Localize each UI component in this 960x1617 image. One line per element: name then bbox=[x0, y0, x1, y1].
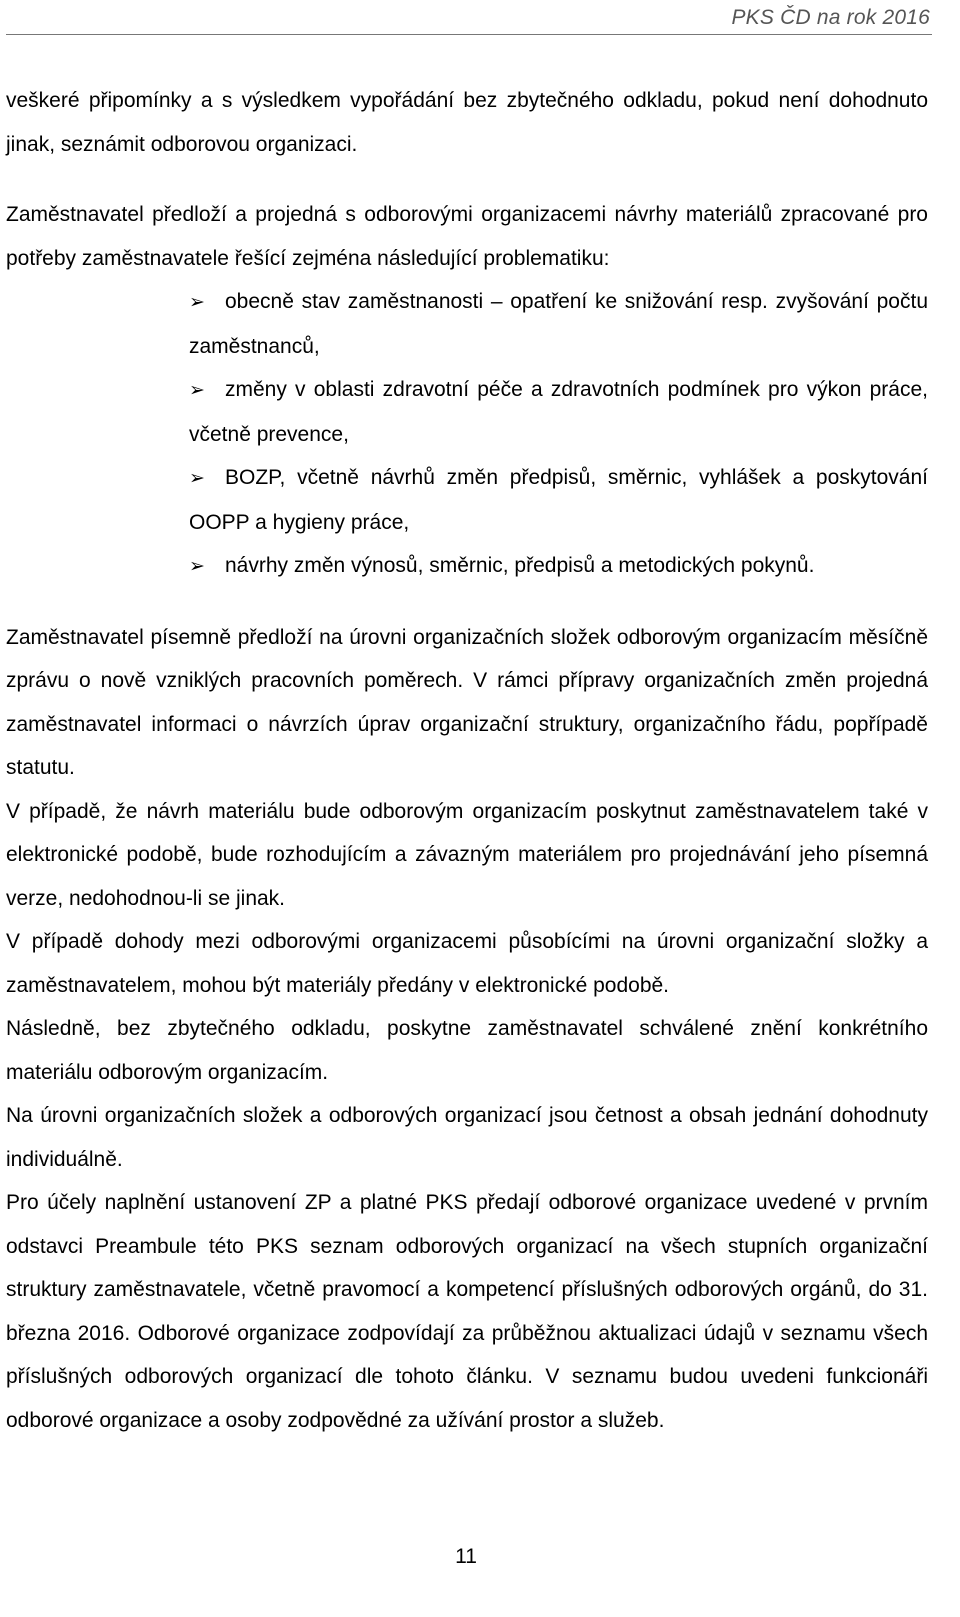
paragraph-frequency: Na úrovni organizačních složek a odborových organizací jsou četnost a obsah jednání dohodnuty individuálně. bbox=[6, 1104, 928, 1171]
list-item bbox=[189, 456, 928, 544]
paragraph-spacer bbox=[6, 589, 928, 616]
running-header: PKS ČD na rok 2016 bbox=[731, 6, 930, 29]
list-item-text: BOZP, včetně návrhů změn předpisů, směrnic, vyhlášek a poskytování OOPP a hygieny práce, bbox=[189, 466, 928, 534]
paragraph-written-report: Zaměstnavatel písemně předloží na úrovni organizačních složek odborovým organizacím měsíčně zprávu o nově vzniklých pracovních poměrech. V rámci přípravy organizačních změn projedná zaměstnavatel informaci o návrzích úprav organizační struktury, organizačního řádu, popřípadě statutu. bbox=[6, 625, 928, 779]
paragraph-spacer bbox=[6, 166, 928, 193]
paragraph-approved-version: Následně, bez zbytečného odkladu, poskytne zaměstnavatel schválené znění konkrétního materiálu odborovým organizacím. bbox=[6, 1017, 928, 1084]
arrowhead-right-icon: ➢ bbox=[189, 556, 205, 577]
list-item bbox=[189, 368, 928, 456]
paragraph-organization-list: Pro účely naplnění ustanovení ZP a platné PKS předají odborové organizace uvedené v prvním odstavci Preambule této PKS seznam odborových organizací na všech stupních organizační struktury zaměstnavatele, včetně pravomocí a kompetencí příslušných odborových orgánů, do 31. března 2016. Odborové organizace zodpovídají za průběžnou aktualizaci údajů v seznamu všech příslušných odborových organizací dle tohoto článku. V seznamu budou uvedeni funkcionáři odborové organizace a osoby zodpovědné za užívání prostor a služeb. bbox=[6, 1191, 928, 1432]
paragraph-materials-intro: Zaměstnavatel předloží a projedná s odborovými organizacemi návrhy materiálů zpracované pro potřeby zaměstnavatele řešící zejména následující problematiku: bbox=[6, 203, 928, 270]
arrowhead-right-icon: ➢ bbox=[189, 468, 205, 489]
list-item-text: změny v oblasti zdravotní péče a zdravotních podmínek pro výkon práce, včetně prevence, bbox=[189, 378, 928, 446]
page-body bbox=[6, 79, 928, 1442]
paragraph-agreement: V případě dohody mezi odborovými organizacemi působícími na úrovni organizační složky a zaměstnavatelem, mohou být materiály předány v elektronické podobě. bbox=[6, 930, 928, 997]
arrowhead-right-icon: ➢ bbox=[189, 292, 205, 313]
paragraph-electronic-form: V případě, že návrh materiálu bude odborovým organizacím poskytnut zaměstnavatelem také v elektronické podobě, bude rozhodujícím a závazným materiálem pro projednávání jeho písemná verze, nedohodnou-li se jinak. bbox=[6, 799, 928, 910]
list-item bbox=[189, 280, 928, 368]
paragraph-continuation: veškeré připomínky a s výsledkem vypořádání bez zbytečného odkladu, pokud není dohodnuto jinak, seznámit odborovou organizaci. bbox=[6, 89, 928, 156]
header-divider bbox=[6, 34, 932, 35]
list-item-text: obecně stav zaměstnanosti – opatření ke snižování resp. zvyšování počtu zaměstnanců, bbox=[189, 290, 928, 358]
list-item bbox=[189, 544, 928, 589]
arrowhead-right-icon: ➢ bbox=[189, 380, 205, 401]
list-item-text: návrhy změn výnosů, směrnic, předpisů a metodických pokynů. bbox=[225, 554, 815, 577]
problem-list bbox=[6, 280, 928, 589]
page-number: 11 bbox=[455, 1545, 477, 1568]
